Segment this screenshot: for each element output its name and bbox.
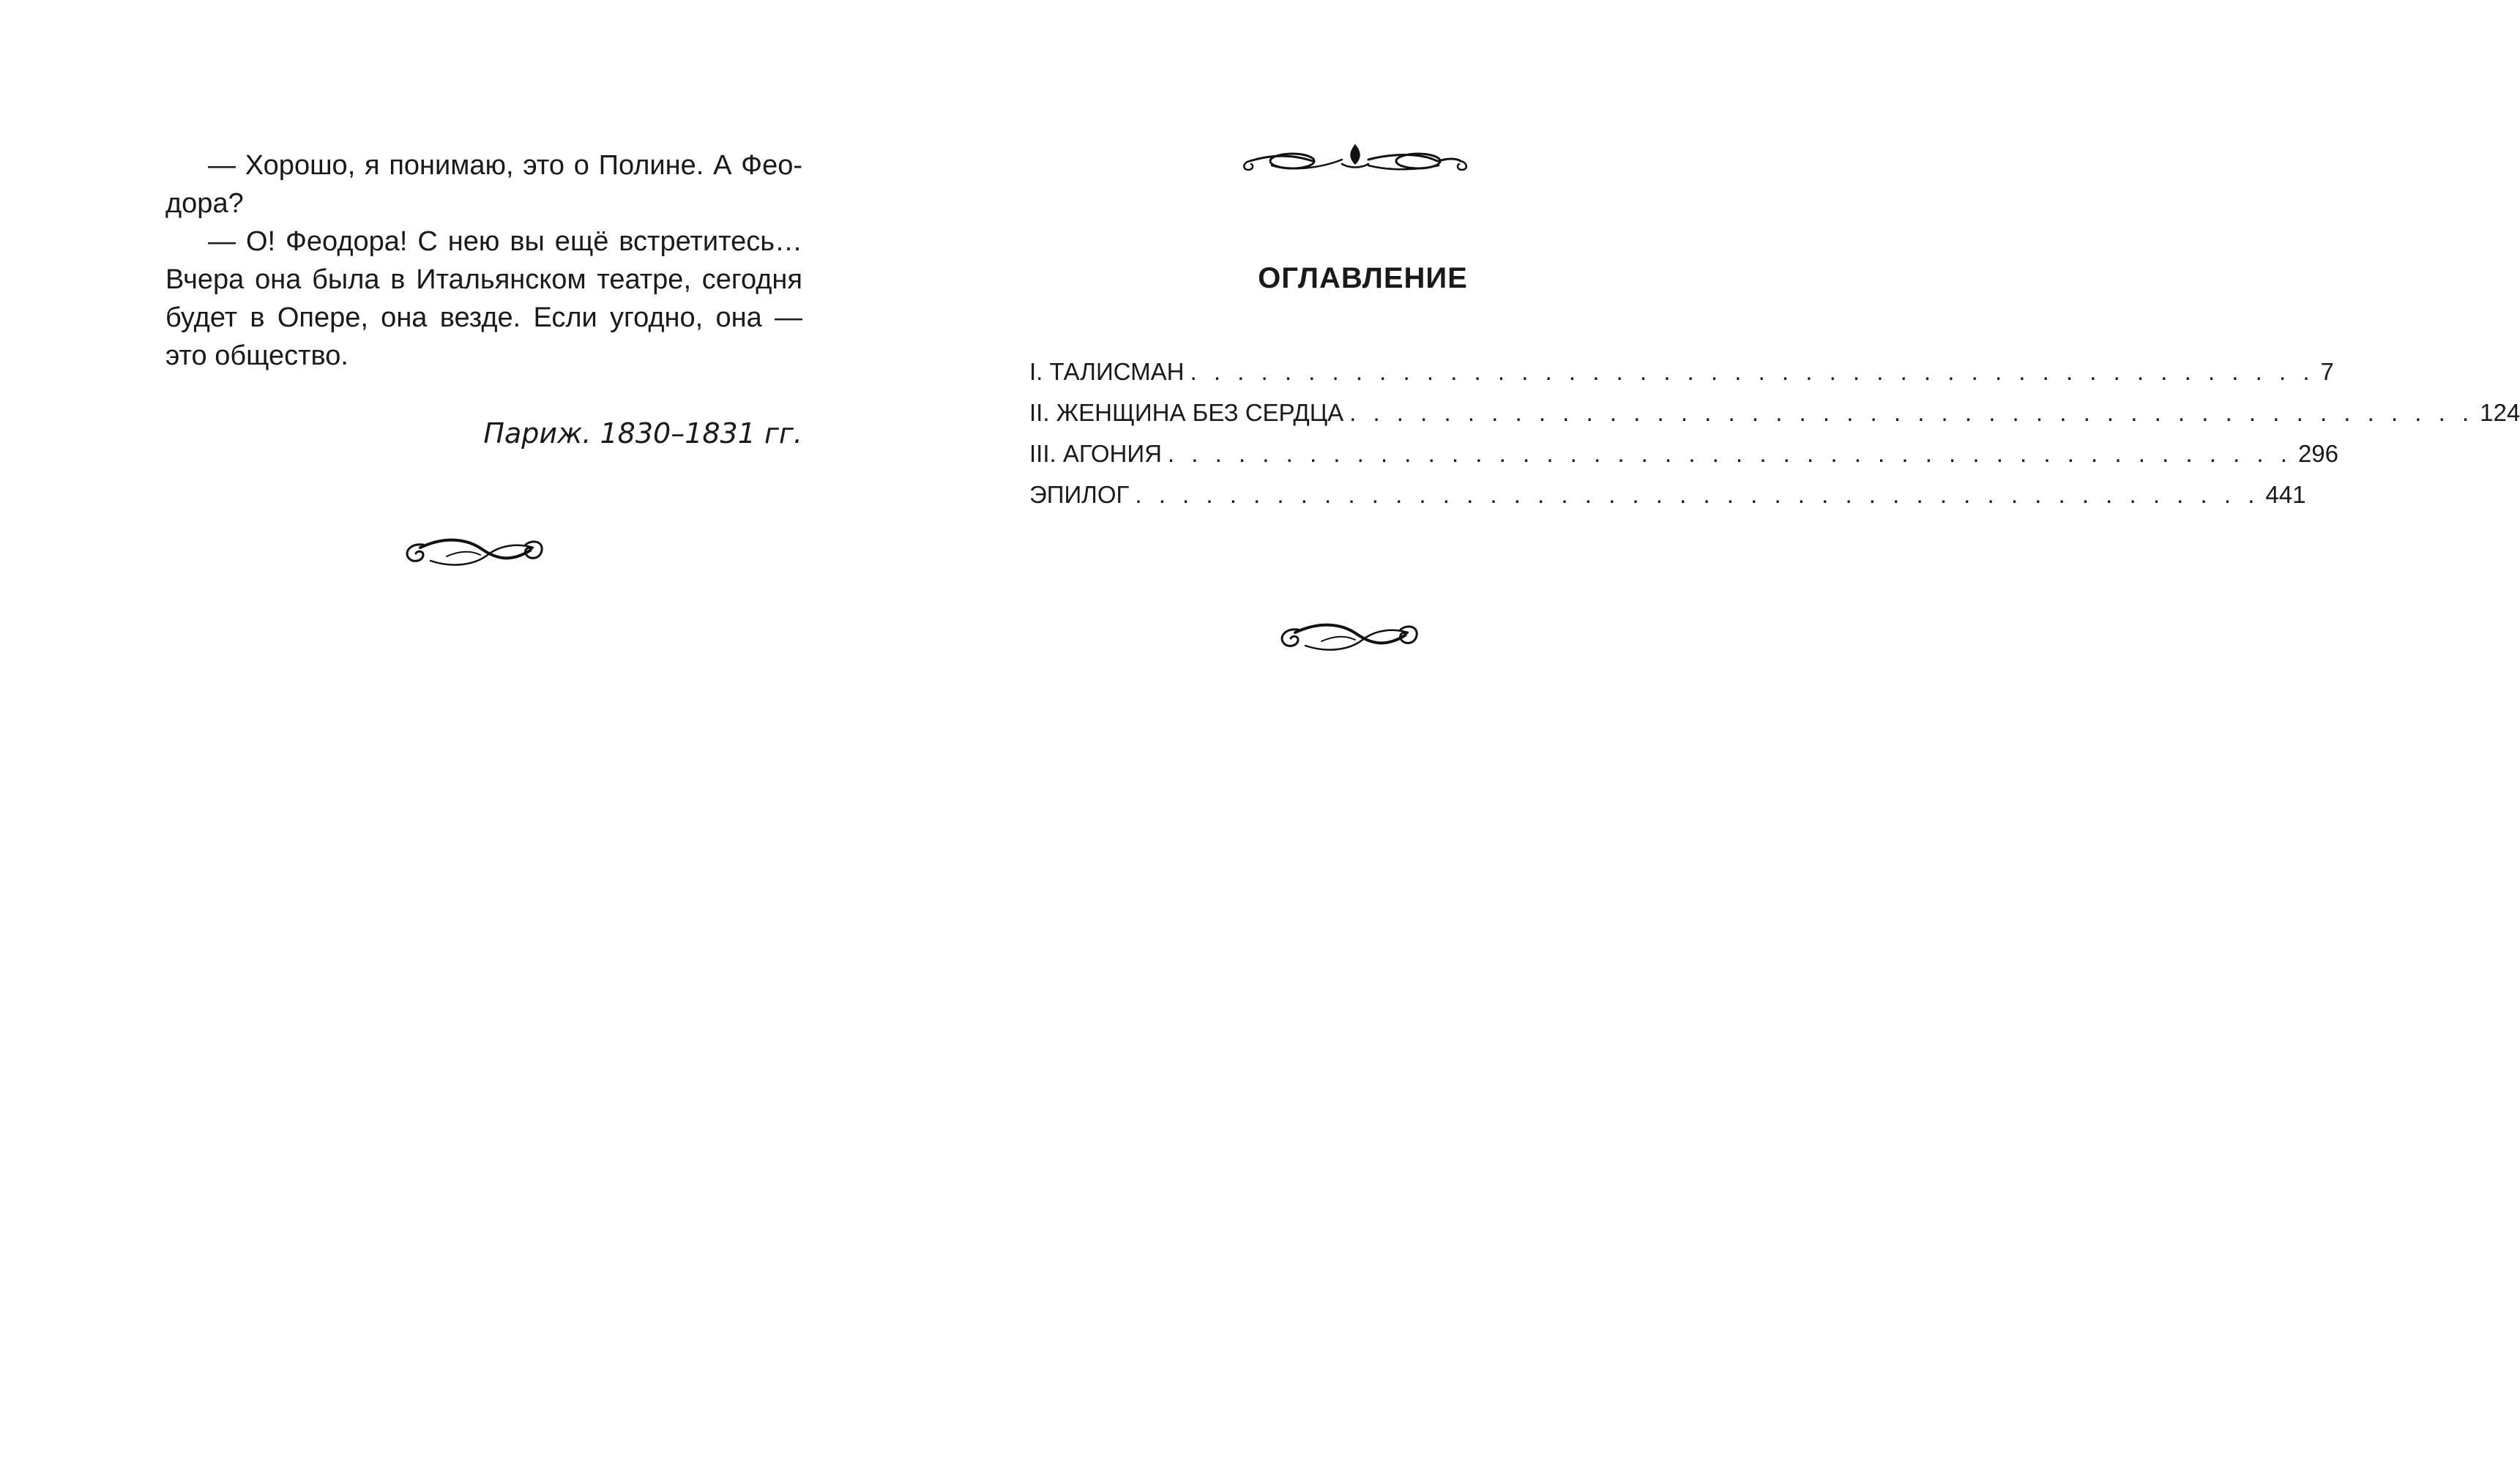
dot-leader: . . . . . . . . . . . . . . . . . . . . . . . . . . . . . . . . . . . . . . . . . . . . . . . .	[1349, 399, 2475, 426]
body-text	[165, 146, 802, 375]
toc-entry-title: II. ЖЕНЩИНА БЕЗ СЕРДЦА	[1029, 399, 1344, 426]
dot-leader: . . . . . . . . . . . . . . . . . . . . . . . . . . . . . . . . . . . . . . . . . . . . . . . .	[1167, 440, 2292, 467]
toc-page-number: 441	[2265, 481, 2306, 508]
toc-page-number: 296	[2297, 440, 2338, 467]
toc-entry[interactable]	[1029, 351, 2334, 392]
toc-entry[interactable]	[1029, 433, 2338, 474]
toc-page-number: 7	[2320, 358, 2334, 385]
place-date-signature: Париж. 1830–1831 гг.	[483, 417, 802, 449]
right-page	[909, 0, 2520, 1470]
toc-entry[interactable]	[1029, 392, 2520, 433]
text-line: — О! Феодора! С нею вы ещё встретитесь…	[208, 226, 802, 257]
text-line: будет в Опере, она везде. Если угодно, она —	[165, 302, 802, 333]
flourish-ornament-icon	[401, 529, 548, 575]
top-ornament-icon	[1240, 136, 1471, 183]
text-line: дора?	[165, 188, 244, 219]
text-line: Вчера она была в Итальянском театре, сегодня	[165, 264, 802, 295]
text-line: — Хорошо, я понимаю, это о Полине. А Фео-	[208, 150, 802, 181]
toc-entry-title: III. АГОНИЯ	[1029, 440, 1162, 467]
dot-leader: . . . . . . . . . . . . . . . . . . . . . . . . . . . . . . . . . . . . . . . . . . . . . . . .	[1135, 481, 2260, 508]
toc-title: ОГЛАВЛЕНИЕ	[1258, 262, 1468, 294]
dot-leader: . . . . . . . . . . . . . . . . . . . . . . . . . . . . . . . . . . . . . . . . . . . . . . . .	[1190, 358, 2315, 385]
flourish-ornament-icon	[1276, 613, 1423, 660]
toc-entry-title: ЭПИЛОГ	[1029, 481, 1130, 508]
text-line: это общество.	[165, 340, 348, 371]
table-of-contents	[1029, 351, 2520, 515]
toc-page-number: 124	[2480, 399, 2520, 426]
left-page	[0, 0, 909, 1470]
toc-entry[interactable]	[1029, 474, 2306, 515]
toc-entry-title: I. ТАЛИСМАН	[1029, 358, 1185, 385]
